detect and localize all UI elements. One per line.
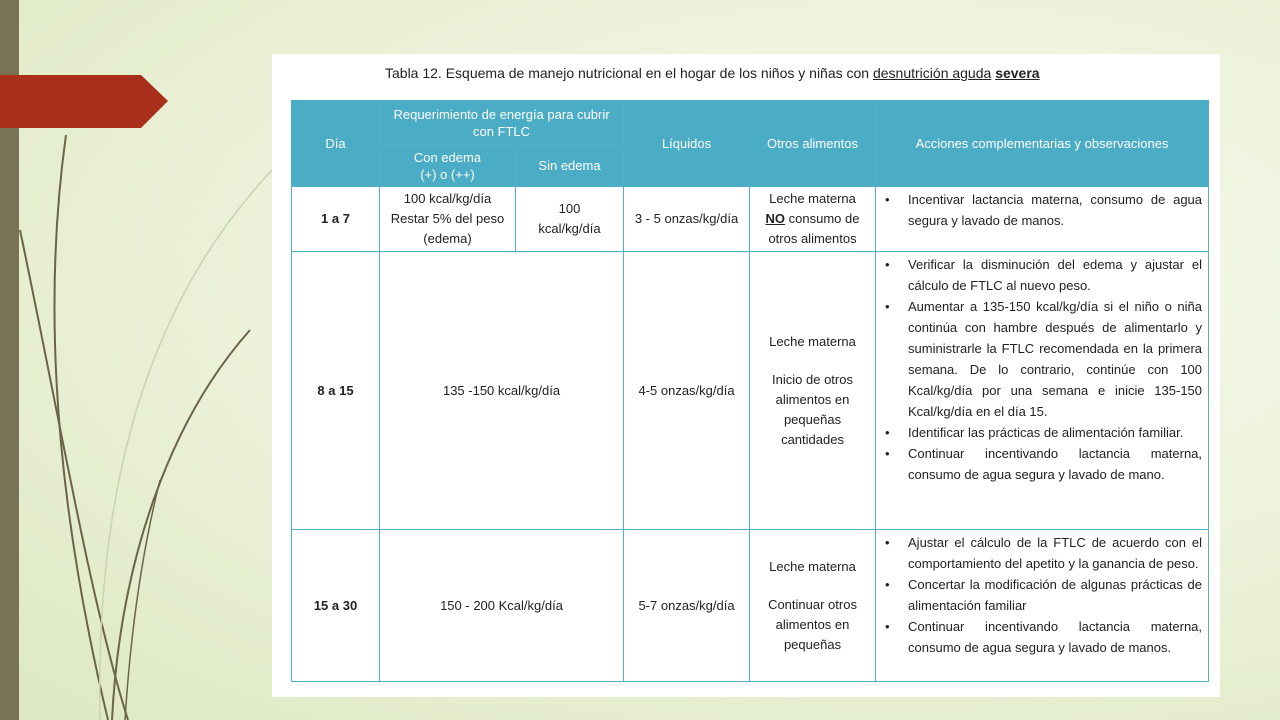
decorative-grass-lines: [0, 0, 280, 720]
cell-acciones: [876, 252, 1209, 530]
table-caption: Tabla 12. Esquema de manejo nutricional en el hogar de los niños y niñas con desnutrición aguda severa: [385, 65, 1040, 81]
nutrition-table: [291, 100, 1209, 682]
cell-dia: 1 a 7: [292, 187, 380, 252]
header-otros-alimentos: Otros alimentos: [750, 101, 876, 187]
table-row: [292, 187, 1209, 252]
header-requerimiento: Requerimiento de energía para cubrir con FTLC: [380, 101, 624, 145]
cell-acciones: [876, 530, 1209, 682]
header-liquidos: Líquidos: [624, 101, 750, 187]
cell-liquidos: 3 - 5 onzas/kg/día: [624, 187, 750, 252]
cell-energia: 135 -150 kcal/kg/día: [380, 252, 624, 530]
cell-liquidos: 4-5 onzas/kg/día: [624, 252, 750, 530]
header-sin-edema: Sin edema: [516, 145, 624, 187]
list-item: • Ajustar el cálculo de la FTLC de acuerdo con el comportamiento del apetito y la ganancia de peso.: [880, 532, 1202, 574]
document-image: [272, 54, 1220, 697]
cell-energia: 150 - 200 Kcal/kg/día: [380, 530, 624, 682]
cell-dia: 15 a 30: [292, 530, 380, 682]
list-item: • Identificar las prácticas de alimentación familiar.: [880, 422, 1202, 443]
cell-otros-alimentos: Leche materna Continuar otros alimentos en pequeñas: [750, 530, 876, 682]
cell-dia: 8 a 15: [292, 252, 380, 530]
caption-underlined: desnutrición aguda: [872, 65, 992, 81]
list-item: • Concertar la modificación de algunas prácticas de alimentación familiar: [880, 574, 1202, 616]
caption-bold: severa: [995, 65, 1040, 81]
list-item: • Continuar incentivando lactancia materna, consumo de agua segura y lavado de manos.: [880, 616, 1202, 658]
table-row: [292, 252, 1209, 530]
list-item: • Continuar incentivando lactancia materna, consumo de agua segura y lavado de mano.: [880, 443, 1202, 485]
header-con-edema: Con edema (+) o (++): [380, 145, 516, 187]
list-item: • Aumentar a 135-150 kcal/kg/día si el niño o niña continúa con hambre después de alimentarlo y suministrarle la FTLC recomendada en la primera semana. De lo contrario, continúe con 100 Kcal/kg/día por una semana e inicie 135-150 Kcal/kg/día en el día 15.: [880, 296, 1202, 422]
cell-otros-alimentos: Leche materna NO consumo de otros alimentos: [750, 187, 876, 252]
cell-liquidos: 5-7 onzas/kg/día: [624, 530, 750, 682]
cell-otros-alimentos: Leche materna Inicio de otros alimentos en pequeñas cantidades: [750, 252, 876, 530]
cell-sin-edema: 100 kcal/kg/día: [516, 187, 624, 252]
list-item: • Incentivar lactancia materna, consumo de agua segura y lavado de manos.: [880, 189, 1202, 231]
header-acciones: Acciones complementarias y observaciones: [876, 101, 1209, 187]
cell-acciones: [876, 187, 1209, 252]
header-dia: Día: [292, 101, 380, 187]
table-row: [292, 530, 1209, 682]
cell-con-edema: 100 kcal/kg/día Restar 5% del peso (edema): [380, 187, 516, 252]
list-item: • Verificar la disminución del edema y ajustar el cálculo de FTLC al nuevo peso.: [880, 254, 1202, 296]
